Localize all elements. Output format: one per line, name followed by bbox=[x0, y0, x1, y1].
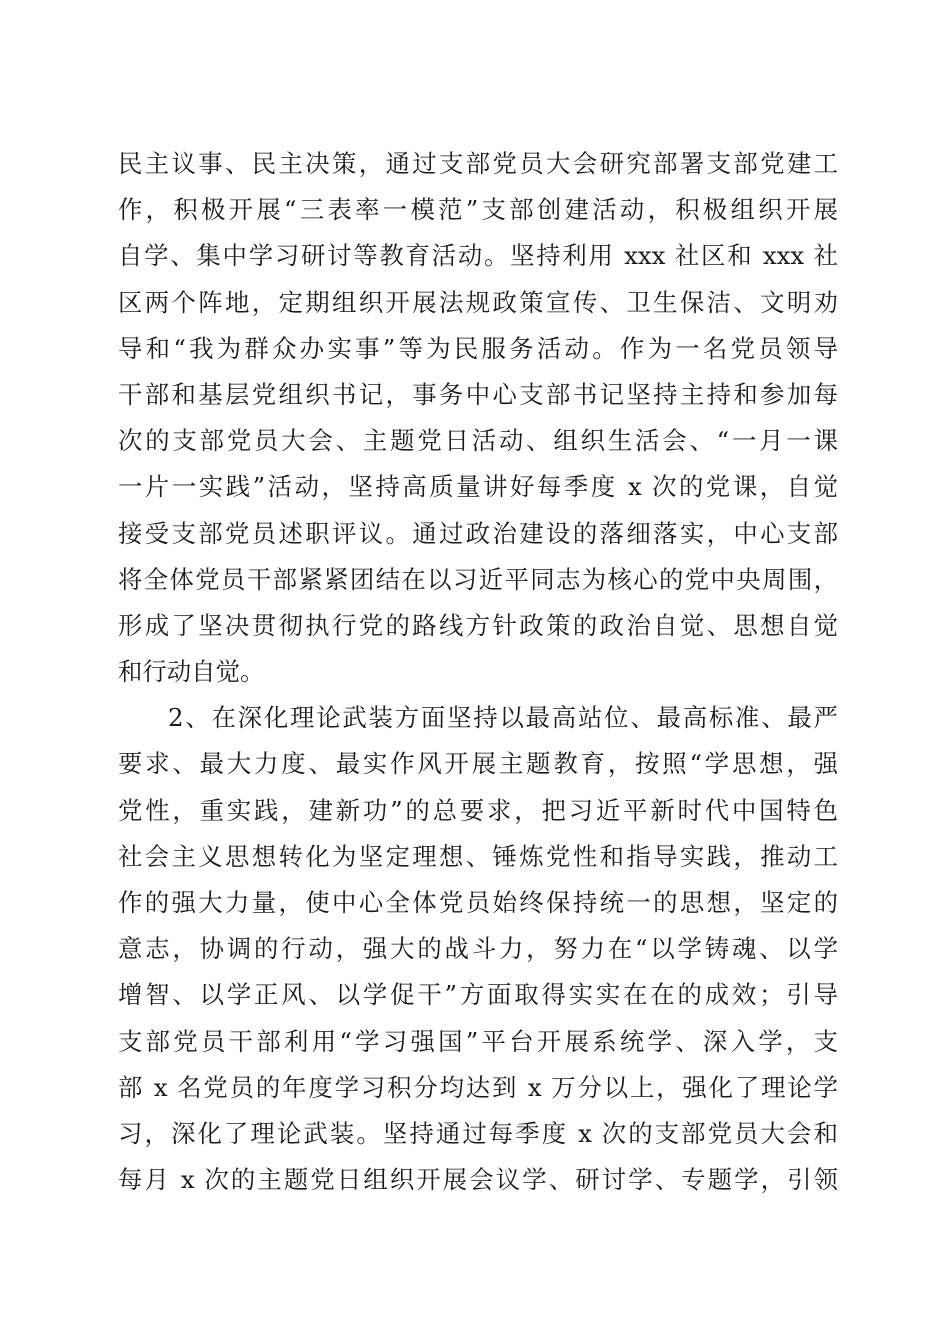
text-line: 习，深化了理论武装。坚持通过每季度 x 次的支部党员大会和 bbox=[118, 1118, 838, 1148]
text-line: 自学、集中学习研讨等教育活动。坚持利用 xxx 社区和 xxx 社 bbox=[118, 241, 838, 271]
text-line: 意志，协调的行动，强大的战斗力，努力在“以学铸魂、以学 bbox=[118, 934, 838, 964]
text-line: 2、在深化理论武装方面坚持以最高站位、最高标准、最严 bbox=[168, 703, 838, 733]
text-line: 支部党员干部利用“学习强国”平台开展系统学、深入学，支 bbox=[118, 1026, 838, 1056]
text-line: 次的支部党员大会、主题党日活动、组织生活会、“一月一课 bbox=[118, 426, 838, 456]
text-line: 要求、最大力度、最实作风开展主题教育，按照“学思想，强 bbox=[118, 749, 838, 779]
text-line: 每月 x 次的主题党日组织开展会议学、研讨学、专题学，引领 bbox=[118, 1165, 838, 1195]
text-line: 接受支部党员述职评议。通过政治建设的落细落实，中心支部 bbox=[118, 518, 838, 548]
text-line: 部 x 名党员的年度学习积分均达到 x 万分以上，强化了理论学 bbox=[118, 1072, 838, 1102]
text-line: 作，积极开展“三表率一模范”支部创建活动，积极组织开展 bbox=[118, 195, 838, 225]
text-line: 党性，重实践，建新功”的总要求，把习近平新时代中国特色 bbox=[118, 795, 838, 825]
text-line: 一片一实践”活动，坚持高质量讲好每季度 x 次的党课，自觉 bbox=[118, 472, 838, 502]
text-line: 导和“我为群众办实事”等为民服务活动。作为一名党员领导 bbox=[118, 333, 838, 363]
text-line: 社会主义思想转化为坚定理想、锤炼党性和指导实践，推动工 bbox=[118, 841, 838, 871]
text-line: 增智、以学正风、以学促干”方面取得实实在在的成效；引导 bbox=[118, 980, 838, 1010]
text-line: 形成了坚决贯彻执行党的路线方针政策的政治自觉、思想自觉 bbox=[118, 610, 838, 640]
text-line: 将全体党员干部紧紧团结在以习近平同志为核心的党中央周围， bbox=[118, 564, 838, 594]
text-line: 作的强大力量，使中心全体党员始终保持统一的思想，坚定的 bbox=[118, 888, 838, 917]
text-line: 干部和基层党组织书记，事务中心支部书记坚持主持和参加每 bbox=[118, 379, 838, 409]
text-line: 区两个阵地，定期组织开展法规政策宣传、卫生保洁、文明劝 bbox=[118, 287, 838, 317]
document-body bbox=[118, 141, 838, 1203]
text-line: 民主议事、民主决策，通过支部党员大会研究部署支部党建工 bbox=[118, 149, 838, 178]
text-line: 和行动自觉。 bbox=[118, 657, 265, 687]
